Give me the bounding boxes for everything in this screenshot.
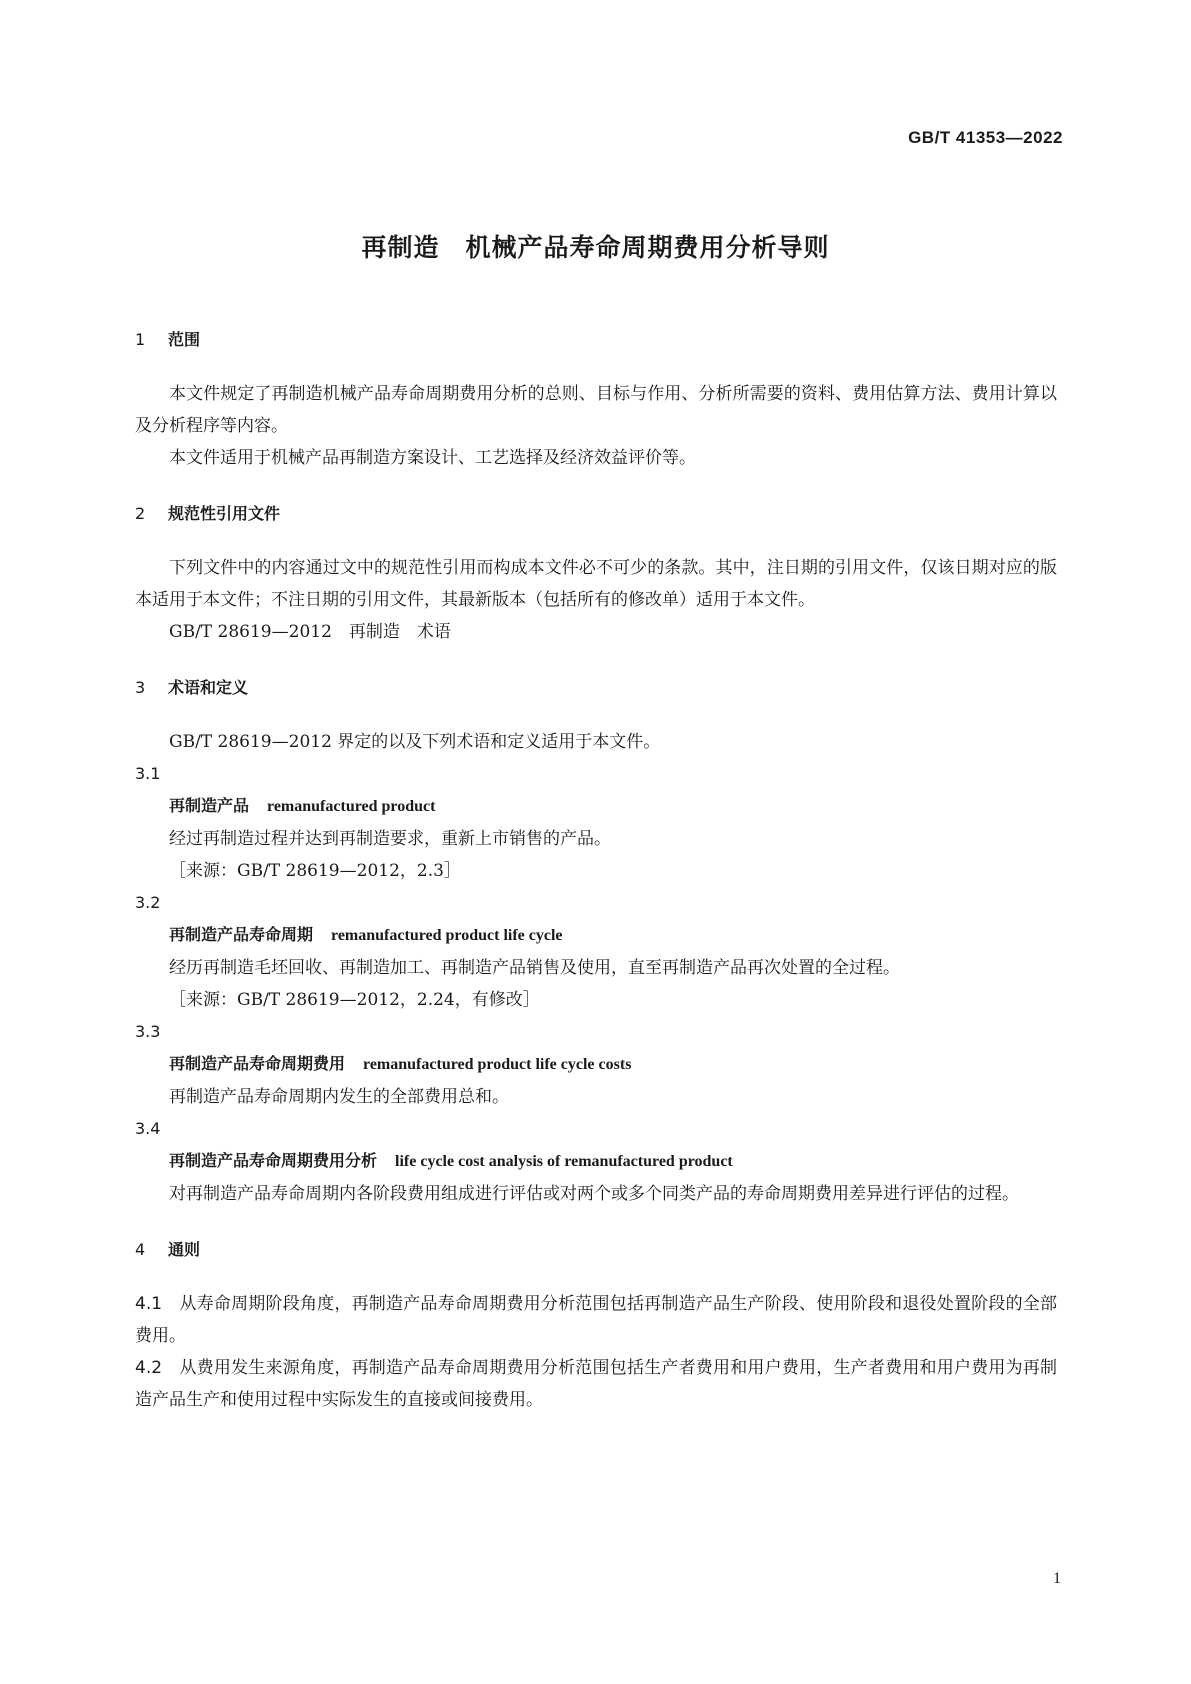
paragraph: 下列文件中的内容通过文中的规范性引用而构成本文件必不可少的条款。其中，注日期的引用文件，仅该日期对应的版本适用于本文件；不注日期的引用文件，其最新版本（包括所有的修改单）适用于本文件。	[135, 558, 1057, 610]
term-number: 3.1	[135, 764, 161, 783]
paragraph: 本文件适用于机械产品再制造方案设计、工艺选择及经济效益评价等。	[169, 448, 696, 468]
term-en: life cycle cost analysis of remanufactured product	[395, 1153, 733, 1170]
term-en: remanufactured product life cycle	[331, 927, 563, 944]
section-3-heading	[135, 678, 1057, 698]
normative-reference: GB/T 28619—2012 再制造 术语	[169, 622, 451, 642]
term-en: remanufactured product life cycle costs	[363, 1056, 632, 1073]
page-number: 1	[1053, 1570, 1061, 1587]
term-definition: 经过再制造过程并达到再制造要求，重新上市销售的产品。	[169, 829, 611, 849]
term-definition: 再制造产品寿命周期内发生的全部费用总和。	[169, 1087, 509, 1107]
clause-number: 4.1	[135, 1294, 163, 1314]
term-source: ［来源：GB/T 28619—2012，2.3］	[169, 861, 461, 881]
clause-text: 从费用发生来源角度，再制造产品寿命周期费用分析范围包括生产者费用和用户费用，生产者费用和用户费用为再制造产品生产和使用过程中实际发生的直接或间接费用。	[135, 1358, 1057, 1410]
section-2-heading	[135, 504, 1057, 524]
standard-number: GB/T 41353—2022	[908, 128, 1063, 147]
section-number: 2	[135, 504, 146, 523]
section-title: 规范性引用文件	[168, 504, 281, 523]
section-1-heading	[135, 330, 1057, 350]
document-title: 再制造 机械产品寿命周期费用分析导则	[361, 233, 830, 262]
term-entry	[135, 1145, 1057, 1178]
section-4-heading	[135, 1240, 1057, 1260]
section-title: 术语和定义	[168, 678, 249, 697]
document-body	[135, 330, 1057, 1416]
term-number: 3.4	[135, 1119, 161, 1138]
clause	[135, 1352, 1057, 1416]
term-entry	[135, 1048, 1057, 1081]
section-number: 4	[135, 1240, 146, 1259]
term-definition: 对再制造产品寿命周期内各阶段费用组成进行评估或对两个或多个同类产品的寿命周期费用差异进行评估的过程。	[169, 1184, 1019, 1204]
clause	[135, 1288, 1057, 1352]
term-zh: 再制造产品寿命周期	[169, 925, 314, 944]
section-number: 3	[135, 678, 146, 697]
clause-text: 从寿命周期阶段角度，再制造产品寿命周期费用分析范围包括再制造产品生产阶段、使用阶段和退役处置阶段的全部费用。	[135, 1294, 1057, 1346]
paragraph: GB/T 28619—2012 界定的以及下列术语和定义适用于本文件。	[169, 732, 661, 752]
term-number: 3.3	[135, 1022, 161, 1041]
term-zh: 再制造产品寿命周期费用分析	[169, 1151, 378, 1170]
term-definition: 经历再制造毛坯回收、再制造加工、再制造产品销售及使用，直至再制造产品再次处置的全过程。	[169, 958, 900, 978]
term-en: remanufactured product	[267, 798, 436, 815]
paragraph: 本文件规定了再制造机械产品寿命周期费用分析的总则、目标与作用、分析所需要的资料、费用估算方法、费用计算以及分析程序等内容。	[135, 384, 1057, 436]
term-number: 3.2	[135, 893, 161, 912]
section-title: 范围	[168, 330, 201, 349]
term-entry	[135, 790, 1057, 823]
term-source: ［来源：GB/T 28619—2012，2.24，有修改］	[169, 990, 540, 1010]
term-zh: 再制造产品	[169, 796, 250, 815]
section-title: 通则	[168, 1240, 201, 1259]
term-entry	[135, 919, 1057, 952]
clause-number: 4.2	[135, 1358, 163, 1378]
section-number: 1	[135, 330, 146, 349]
term-zh: 再制造产品寿命周期费用	[169, 1054, 346, 1073]
